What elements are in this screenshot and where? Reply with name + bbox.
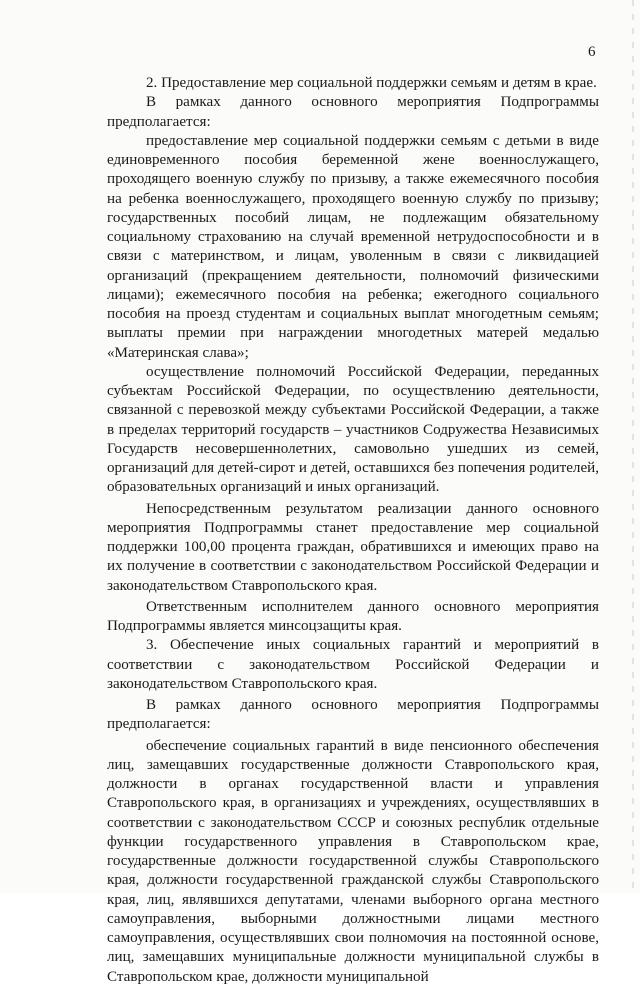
paragraph-pension-guarantees: обеспечение социальных гарантий в виде пенсионного обеспечения лиц, замещавших государственные должности Ставропольского края, должности в органах государственной власти и управления Ставропольского края, в организациях и учреждениях, осуществлявших в соответствии с законодательством СССР и союзных республик отдельные функции государственного управления в Ставропольском крае, государственные должности государственной службы Ставропольского края, должности государственной гражданской службы Ставропольского края, лиц, являвшихся депутатами, членами выборного органа местного самоуправления, выборными должностными лицами местного самоуправления, осуществлявших свои полномочия на постоянной основе, лиц, замещавших муниципальные должности муниципальной службы в Ставропольском крае, должности муниципальной (107, 737, 599, 985)
paragraph-social-support-measures: предоставление мер социальной поддержки семьям с детьми в виде единовременного пособия беременной жене военнослужащего, проходящего военную службу по призыву, а также ежемесячного пособия на ребенка военнослужащего, проходящего военную службу по призыву; государственных пособий лицам, не подлежащим обязательному социальному страхованию на случай временной нетрудоспособности и в связи с материнством, и лицам, уволенным в связи с ликвидацией организаций (прекращением деятельности, полномочий физическими лицами); ежемесячного пособия на ребенка; ежегодного социального пособия на проезд студентам и социальных выплат многодетным семьям; выплаты премии при награждении многодетных матерей медалью «Материнская слава»; (107, 132, 599, 361)
paragraph-section-3-heading: 3. Обеспечение иных социальных гарантий и мероприятий в соответствии с законодательством Российской Федерации и законодательством Ставропольского края. (107, 637, 599, 692)
paragraph-responsible-executor: Ответственным исполнителем данного основного мероприятия Подпрограммы является минсоцзащиты края. (107, 598, 599, 634)
paragraph-section-3-intro: В рамках данного основного мероприятия Подпрограммы предполагается: (107, 697, 599, 733)
paragraph-direct-result: Непосредственным результатом реализации данного основного мероприятия Подпрограммы станет предоставление мер социальной поддержки 100,00 процента граждан, обратившихся и имеющих право на их получение в соответствии с законодательством Российской Федерации и законодательством Ставропольского края. (107, 500, 599, 594)
paragraph-section-2-intro: В рамках данного основного мероприятия Подпрограммы предполагается: (107, 94, 599, 130)
page-number: 6 (588, 44, 596, 60)
document-body (107, 74, 599, 987)
paragraph-section-2-heading: 2. Предоставление мер социальной поддержки семьям и детям в крае. (146, 75, 597, 91)
paragraph-federal-powers: осуществление полномочий Российской Федерации, переданных субъектам Российской Федерации, по осуществлению деятельности, связанной с перевозкой между субъектами Российской Федерации, а также в пределах территорий государств – участников Содружества Независимых Государств несовершеннолетних, самовольно ушедших из семей, организаций для детей-сирот и детей, оставшихся без попечения родителей, образовательных организаций и иных организаций. (107, 363, 599, 496)
scan-edge-marks (632, 0, 634, 893)
